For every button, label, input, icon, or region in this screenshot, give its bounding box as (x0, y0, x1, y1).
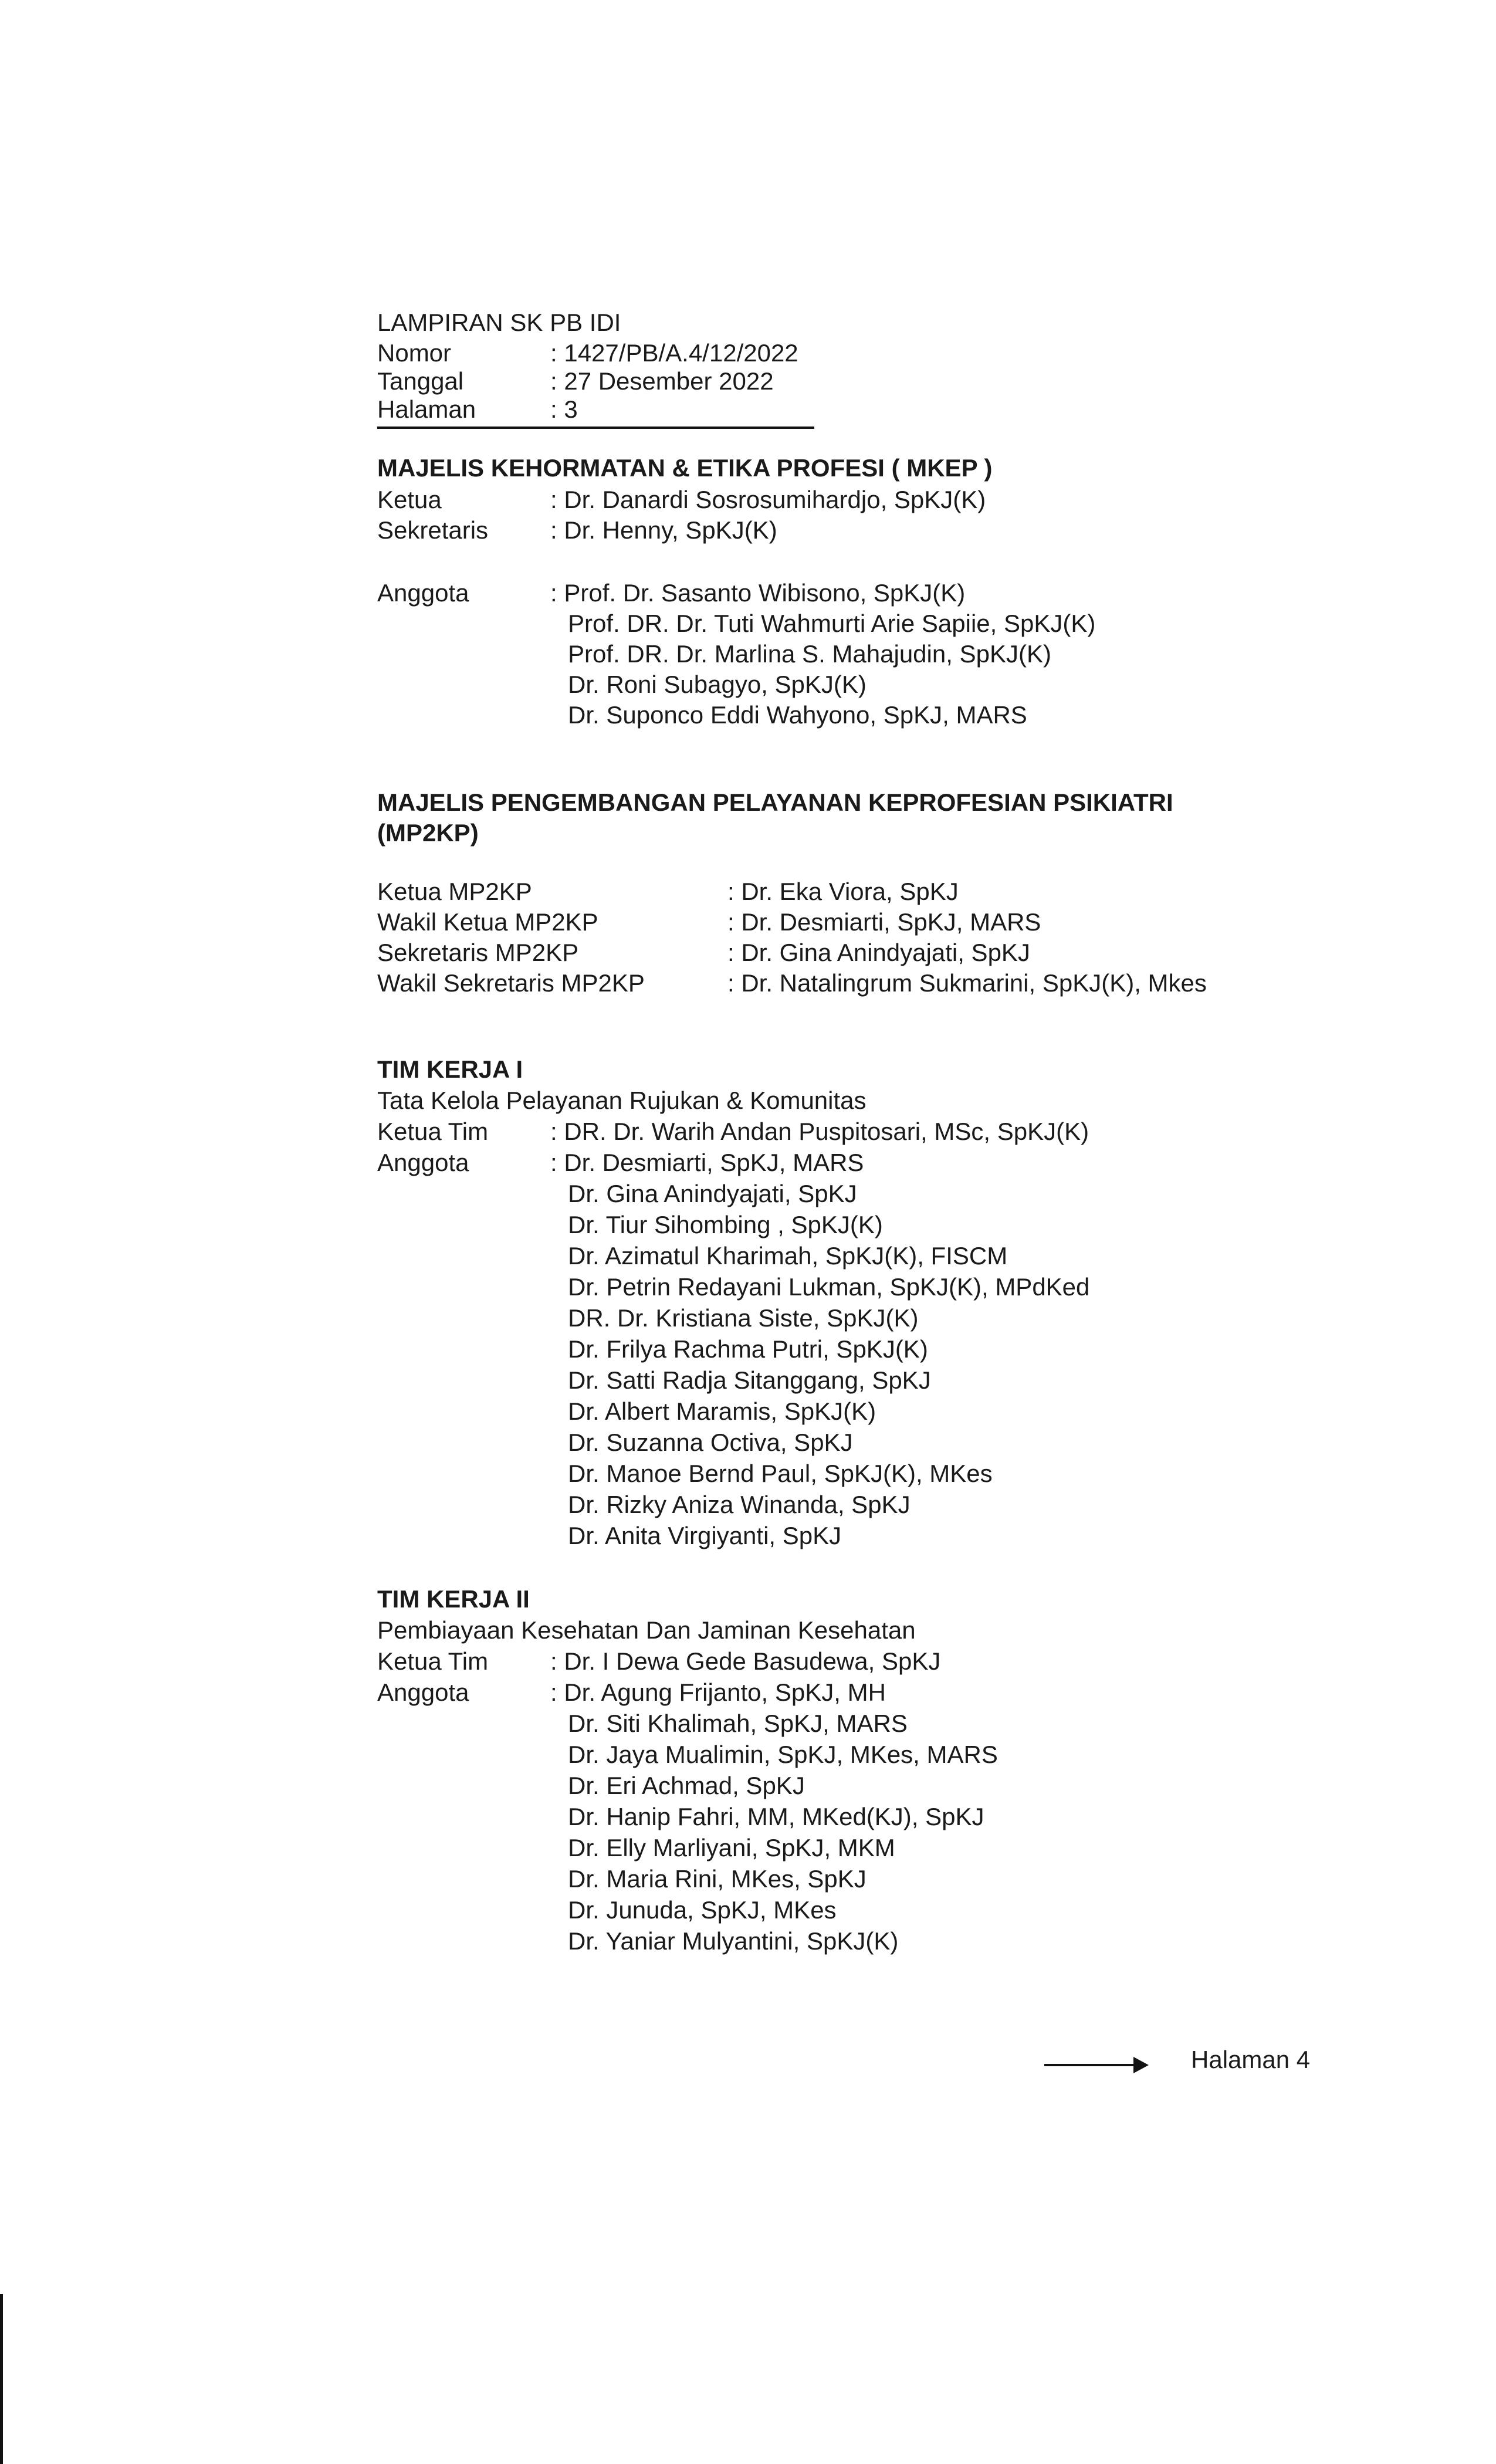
mkep-ketua-label: Ketua (377, 486, 442, 513)
header-label-nomor: Nomor (377, 339, 452, 367)
tim1-anggota-item: DR. Dr. Kristiana Siste, SpKJ(K) (568, 1304, 919, 1332)
mp2kp-role-label: Wakil Sekretaris MP2KP (377, 969, 645, 997)
tim1-anggota-label: Anggota (377, 1149, 469, 1176)
mp2kp-heading: MAJELIS PENGEMBANGAN PELAYANAN KEPROFESIAN PSIKIATRI (377, 788, 1173, 816)
tim2-anggota-item: Dr. Elly Marliyani, SpKJ, MKM (568, 1834, 895, 1861)
right-arrow-icon (1044, 2051, 1153, 2080)
mkep-heading: MAJELIS KEHORMATAN & ETIKA PROFESI ( MKEP ) (377, 454, 993, 482)
tim2-ketua-label: Ketua Tim (377, 1647, 489, 1675)
tim1-anggota-item: Dr. Anita Virgiyanti, SpKJ (568, 1522, 842, 1549)
tim2-ketua-value: : Dr. I Dewa Gede Basudewa, SpKJ (550, 1647, 941, 1675)
mkep-anggota-item: : Prof. Dr. Sasanto Wibisono, SpKJ(K) (550, 579, 966, 607)
mp2kp-heading-abbr: (MP2KP) (377, 819, 479, 847)
tim2-anggota-label: Anggota (377, 1678, 469, 1706)
tim2-anggota-item: Dr. Hanip Fahri, MM, MKed(KJ), SpKJ (568, 1803, 984, 1830)
mp2kp-role-label: Ketua MP2KP (377, 878, 532, 905)
header-value-tanggal: : 27 Desember 2022 (550, 367, 774, 395)
header-label-halaman: Halaman (377, 395, 476, 423)
scan-edge-mark (0, 2294, 3, 2464)
header-value-nomor: : 1427/PB/A.4/12/2022 (550, 339, 798, 367)
header-underline (377, 427, 814, 429)
tim1-anggota-item: Dr. Azimatul Kharimah, SpKJ(K), FISCM (568, 1242, 1008, 1270)
tim1-ketua-label: Ketua Tim (377, 1118, 489, 1145)
mkep-anggota-item: Dr. Suponco Eddi Wahyono, SpKJ, MARS (568, 701, 1027, 729)
mp2kp-role-label: Wakil Ketua MP2KP (377, 908, 598, 936)
mkep-anggota-label: Anggota (377, 579, 469, 607)
tim1-anggota-item: Dr. Manoe Bernd Paul, SpKJ(K), MKes (568, 1460, 993, 1487)
tim2-subtitle: Pembiayaan Kesehatan Dan Jaminan Kesehatan (377, 1616, 916, 1644)
tim1-anggota-item: Dr. Rizky Aniza Winanda, SpKJ (568, 1491, 911, 1518)
tim1-ketua-value: : DR. Dr. Warih Andan Puspitosari, MSc, SpKJ(K) (550, 1118, 1089, 1145)
tim1-anggota-item: Dr. Petrin Redayani Lukman, SpKJ(K), MPdKed (568, 1273, 1090, 1301)
tim1-anggota-item: Dr. Tiur Sihombing , SpKJ(K) (568, 1211, 883, 1238)
header-label-tanggal: Tanggal (377, 367, 464, 395)
mkep-sekretaris-value: : Dr. Henny, SpKJ(K) (550, 516, 777, 544)
mkep-anggota-item: Prof. DR. Dr. Marlina S. Mahajudin, SpKJ(K) (568, 640, 1051, 668)
tim2-heading: TIM KERJA II (377, 1585, 530, 1613)
mkep-ketua-value: : Dr. Danardi Sosrosumihardjo, SpKJ(K) (550, 486, 986, 513)
attachment-title: LAMPIRAN SK PB IDI (377, 309, 621, 336)
tim1-anggota-item: Dr. Frilya Rachma Putri, SpKJ(K) (568, 1335, 928, 1363)
tim2-anggota-item: : Dr. Agung Frijanto, SpKJ, MH (550, 1678, 886, 1706)
tim1-anggota-item: Dr. Satti Radja Sitanggang, SpKJ (568, 1366, 931, 1394)
tim1-subtitle: Tata Kelola Pelayanan Rujukan & Komunitas (377, 1087, 867, 1114)
next-page-label: Halaman 4 (1191, 2046, 1311, 2073)
mp2kp-role-value: : Dr. Desmiarti, SpKJ, MARS (727, 908, 1041, 936)
tim2-anggota-item: Dr. Junuda, SpKJ, MKes (568, 1896, 837, 1924)
tim1-anggota-item: Dr. Suzanna Octiva, SpKJ (568, 1429, 853, 1456)
mkep-anggota-item: Dr. Roni Subagyo, SpKJ(K) (568, 671, 867, 698)
tim1-anggota-item: : Dr. Desmiarti, SpKJ, MARS (550, 1149, 864, 1176)
tim2-anggota-item: Dr. Eri Achmad, SpKJ (568, 1772, 805, 1799)
tim1-heading: TIM KERJA I (377, 1055, 523, 1083)
tim2-anggota-item: Dr. Maria Rini, MKes, SpKJ (568, 1865, 867, 1893)
mkep-anggota-item: Prof. DR. Dr. Tuti Wahmurti Arie Sapiie, SpKJ(K) (568, 610, 1096, 637)
mp2kp-role-value: : Dr. Gina Anindyajati, SpKJ (727, 939, 1030, 966)
mp2kp-role-value: : Dr. Natalingrum Sukmarini, SpKJ(K), Mkes (727, 969, 1207, 997)
mkep-sekretaris-label: Sekretaris (377, 516, 489, 544)
header-value-halaman: : 3 (550, 395, 578, 423)
tim1-anggota-item: Dr. Albert Maramis, SpKJ(K) (568, 1397, 876, 1425)
mp2kp-role-label: Sekretaris MP2KP (377, 939, 579, 966)
mp2kp-role-value: : Dr. Eka Viora, SpKJ (727, 878, 959, 905)
tim1-anggota-item: Dr. Gina Anindyajati, SpKJ (568, 1180, 857, 1207)
tim2-anggota-item: Dr. Yaniar Mulyantini, SpKJ(K) (568, 1927, 899, 1955)
tim2-anggota-item: Dr. Siti Khalimah, SpKJ, MARS (568, 1710, 908, 1737)
tim2-anggota-item: Dr. Jaya Mualimin, SpKJ, MKes, MARS (568, 1741, 998, 1768)
